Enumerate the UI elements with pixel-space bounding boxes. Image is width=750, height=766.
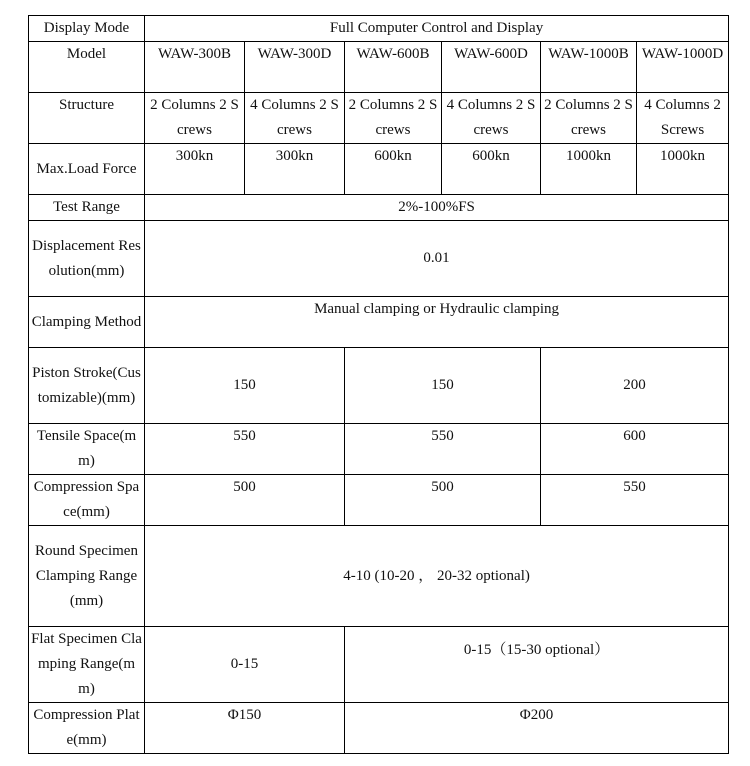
model-cell: WAW-600B: [345, 42, 442, 93]
spec-table: [28, 15, 729, 754]
structure-cell: 2 Columns 2 Screws: [145, 93, 245, 144]
max-load-cell: 1000kn: [541, 144, 637, 195]
table-row: [29, 93, 729, 144]
compression-plate-cell: Φ150: [145, 703, 345, 754]
row-label-clamping-method: Clamping Method: [29, 297, 145, 348]
compression-space-cell: 550: [541, 475, 729, 526]
piston-stroke-cell: 150: [345, 348, 541, 424]
table-row: [29, 221, 729, 297]
model-cell: WAW-1000B: [541, 42, 637, 93]
piston-stroke-cell: 150: [145, 348, 345, 424]
row-label-max-load: Max.Load Force: [29, 144, 145, 195]
displacement-value: 0.01: [145, 221, 729, 297]
max-load-cell: 600kn: [345, 144, 442, 195]
tensile-space-cell: 550: [145, 424, 345, 475]
table-row: [29, 195, 729, 221]
tensile-space-cell: 600: [541, 424, 729, 475]
row-label-structure: Structure: [29, 93, 145, 144]
structure-cell: 4 Columns 2 Screws: [245, 93, 345, 144]
row-label-displacement: Displacement Resolution(mm): [29, 221, 145, 297]
table-row: [29, 703, 729, 754]
model-cell: WAW-300D: [245, 42, 345, 93]
max-load-cell: 600kn: [442, 144, 541, 195]
table-row: [29, 348, 729, 424]
table-row: [29, 16, 729, 42]
tensile-space-cell: 550: [345, 424, 541, 475]
clamping-method-value: Manual clamping or Hydraulic clamping: [145, 297, 729, 348]
row-label-tensile-space: Tensile Space(mm): [29, 424, 145, 475]
row-label-round-specimen: Round Specimen Clamping Range(mm): [29, 526, 145, 627]
table-row: [29, 475, 729, 526]
row-label-compression-plate: Compression Plate(mm): [29, 703, 145, 754]
max-load-cell: 300kn: [245, 144, 345, 195]
flat-specimen-cell: 0-15: [145, 627, 345, 703]
row-label-display-mode: Display Mode: [29, 16, 145, 42]
model-cell: WAW-1000D: [637, 42, 729, 93]
row-label-flat-specimen: Flat Specimen Clamping Range(mm): [29, 627, 145, 703]
table-row: [29, 144, 729, 195]
max-load-cell: 300kn: [145, 144, 245, 195]
test-range-value: 2%-100%FS: [145, 195, 729, 221]
model-cell: WAW-300B: [145, 42, 245, 93]
table-row: [29, 42, 729, 93]
structure-cell: 4 Columns 2 Screws: [637, 93, 729, 144]
compression-space-cell: 500: [145, 475, 345, 526]
table-row: [29, 526, 729, 627]
table-row: [29, 424, 729, 475]
piston-stroke-cell: 200: [541, 348, 729, 424]
row-label-model: Model: [29, 42, 145, 93]
table-row: [29, 297, 729, 348]
round-specimen-value: 4-10 (10-20 ， 20-32 optional): [145, 526, 729, 627]
model-cell: WAW-600D: [442, 42, 541, 93]
compression-space-cell: 500: [345, 475, 541, 526]
structure-cell: 2 Columns 2 Screws: [345, 93, 442, 144]
flat-specimen-cell: 0-15（15-30 optional）: [345, 627, 729, 703]
display-mode-value: Full Computer Control and Display: [145, 16, 729, 42]
compression-plate-cell: Φ200: [345, 703, 729, 754]
row-label-piston-stroke: Piston Stroke(Customizable)(mm): [29, 348, 145, 424]
structure-cell: 2 Columns 2 Screws: [541, 93, 637, 144]
row-label-compression-space: Compression Space(mm): [29, 475, 145, 526]
table-row: [29, 627, 729, 703]
max-load-cell: 1000kn: [637, 144, 729, 195]
structure-cell: 4 Columns 2 Screws: [442, 93, 541, 144]
row-label-test-range: Test Range: [29, 195, 145, 221]
